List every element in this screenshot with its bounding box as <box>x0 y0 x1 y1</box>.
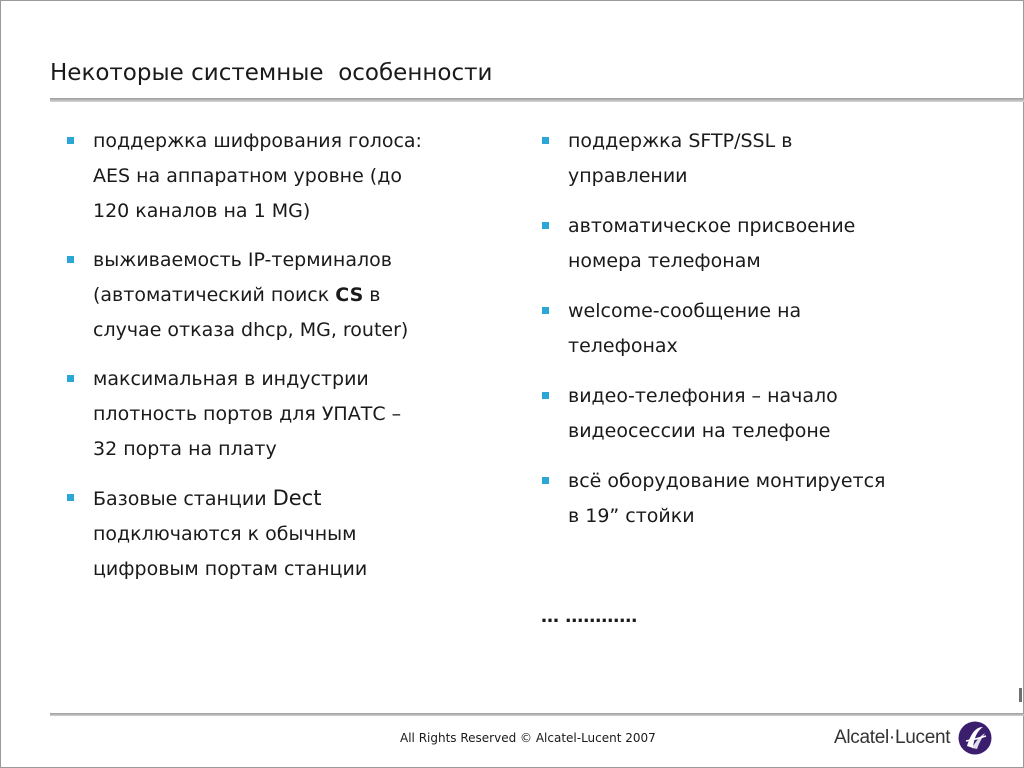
left-bullet-list <box>66 124 426 601</box>
dect-emphasis: Dect <box>272 486 322 510</box>
alcatel-lucent-swirl-icon <box>958 721 992 755</box>
list-item <box>541 124 901 194</box>
list-item-text: максимальная в индустрии плотность портов для УПАТС – 32 порта на плату <box>93 368 402 460</box>
company-logo-text: Alcatel·Lucent <box>834 727 951 748</box>
edge-marker <box>1019 688 1022 702</box>
list-item <box>541 464 901 534</box>
list-item <box>66 481 426 587</box>
list-item <box>66 362 426 467</box>
list-item-text: поддержка SFTP/SSL в управлении <box>568 130 793 187</box>
square-bullet-icon <box>542 307 549 314</box>
list-item-text-start: выживаемость IP-терминалов (автоматический поиск <box>93 249 392 306</box>
square-bullet-icon <box>67 375 74 382</box>
list-item <box>66 124 426 229</box>
slide-title: Некоторые системные особенности <box>50 60 493 86</box>
copyright-text: All Rights Reserved © Alcatel-Lucent 2007 <box>400 731 656 745</box>
list-item <box>541 209 901 279</box>
square-bullet-icon <box>542 137 549 144</box>
right-bullet-list <box>541 124 901 549</box>
list-item-text: welcome-сообщение на телефонах <box>568 300 802 357</box>
list-item <box>66 243 426 348</box>
list-item-text: автоматическое присвоение номера телефонам <box>568 215 856 272</box>
list-item-text-start: Базовые станции <box>93 488 273 510</box>
footer-divider <box>50 713 1024 716</box>
title-divider <box>50 98 1024 102</box>
square-bullet-icon <box>67 494 74 501</box>
square-bullet-icon <box>542 392 549 399</box>
list-item-text-end: подключаются к обычным цифровым портам станции <box>93 523 368 580</box>
list-item-text: видео-телефония – начало видеосессии на телефоне <box>568 385 838 442</box>
list-item-text-end: в случае отказа dhcp, MG, router) <box>93 284 409 341</box>
square-bullet-icon <box>542 477 549 484</box>
square-bullet-icon <box>542 222 549 229</box>
cs-emphasis: CS <box>335 284 364 306</box>
square-bullet-icon <box>67 137 74 144</box>
list-item-text: всё оборудование монтируется в 19” стойки <box>568 470 886 527</box>
list-item <box>541 379 901 449</box>
continuation-ellipsis: … ………… <box>541 606 638 627</box>
square-bullet-icon <box>67 256 74 263</box>
list-item <box>541 294 901 364</box>
list-item-text: поддержка шифрования голоса: AES на аппаратном уровне (до 120 каналов на 1 MG) <box>93 130 422 222</box>
